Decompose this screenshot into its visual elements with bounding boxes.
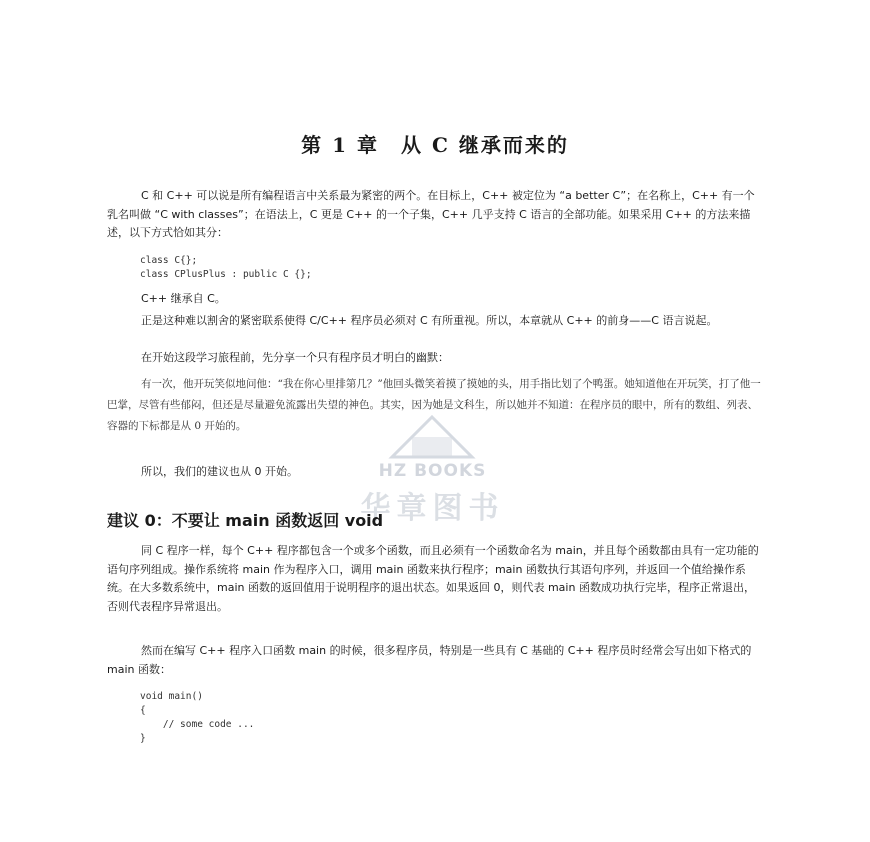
code-line-void-main: void main() bbox=[140, 691, 203, 702]
section-heading: 建议 0：不要让 main 函数返回 void bbox=[107, 511, 384, 530]
intro-paragraph-4: 在开始这段学习旅程前，先分享一个只有程序员才明白的幽默： bbox=[141, 351, 449, 364]
code-line-class-c: class C{}; bbox=[140, 255, 198, 266]
section-paragraph-1: 同 C 程序一样，每个 C++ 程序都包含一个或多个函数，而且必须有一个函数命名为 main，并且每个函数都由具有一定功能的语句序列组成。操作系统将 main 作为程序入口，调用 main 函数来执行程序；main 函数执行其语句序列，并返回一个值给操作系统。在大多数系统中，main 函数的返回值用于说明程序的退出状态。如果返回 0，则代表 main 函数成功执行完毕，程序正常退出，否则代表程序异常退出。 bbox=[107, 544, 759, 613]
code-line-close-brace: } bbox=[140, 733, 146, 744]
intro-paragraph-3: 正是这种难以割舍的紧密联系使得 C/C++ 程序员必须对 C 有所重视。所以，本章就从 C++ 的前身——C 语言说起。 bbox=[141, 314, 718, 327]
code-line-class-cplusplus: class CPlusPlus : public C {}; bbox=[140, 269, 312, 280]
watermark-cn-text: 华章图书 bbox=[360, 491, 505, 526]
section-paragraph-2: 然而在编写 C++ 程序入口函数 main 的时候，很多程序员，特别是一些具有 C 基础的 C++ 程序员时经常会写出如下格式的 main 函数： bbox=[107, 644, 752, 676]
intro-paragraph-2: C++ 继承自 C。 bbox=[141, 292, 226, 305]
code-line-open-brace: { bbox=[140, 705, 146, 716]
intro-paragraph-5: 所以，我们的建议也从 0 开始。 bbox=[141, 465, 298, 478]
joke-quote: 有一次，他开玩笑似地问他：“我在你心里排第几？”他回头微笑着摸了摸她的头，用手指比划了个鸭蛋。她知道他在开玩笑，打了他一巴掌，尽管有些郁闷，但还是尽量避免流露出失望的神色。其实，因为她是文科生，所以她并不知道：在程序员的眼中，所有的数组、列表、容器的下标都是从 0 开始的。 bbox=[107, 378, 761, 432]
watermark-text: HZ BOOKS bbox=[378, 461, 487, 481]
code-line-comment: // some code ... bbox=[140, 719, 255, 730]
intro-paragraph-1: C 和 C++ 可以说是所有编程语言中关系最为紧密的两个。在目标上，C++ 被定位为 “a better C”；在名称上，C++ 有一个乳名叫做 “C with classes”；在语法上，C 更是 C++ 的一个子集，C++ 几乎支持 C 语言的全部功能。如果采用 C++ 的方法来描述，以下方式恰如其分： bbox=[107, 189, 755, 239]
chapter-title: 第 1 章 从 C 继承而来的 bbox=[301, 133, 569, 158]
